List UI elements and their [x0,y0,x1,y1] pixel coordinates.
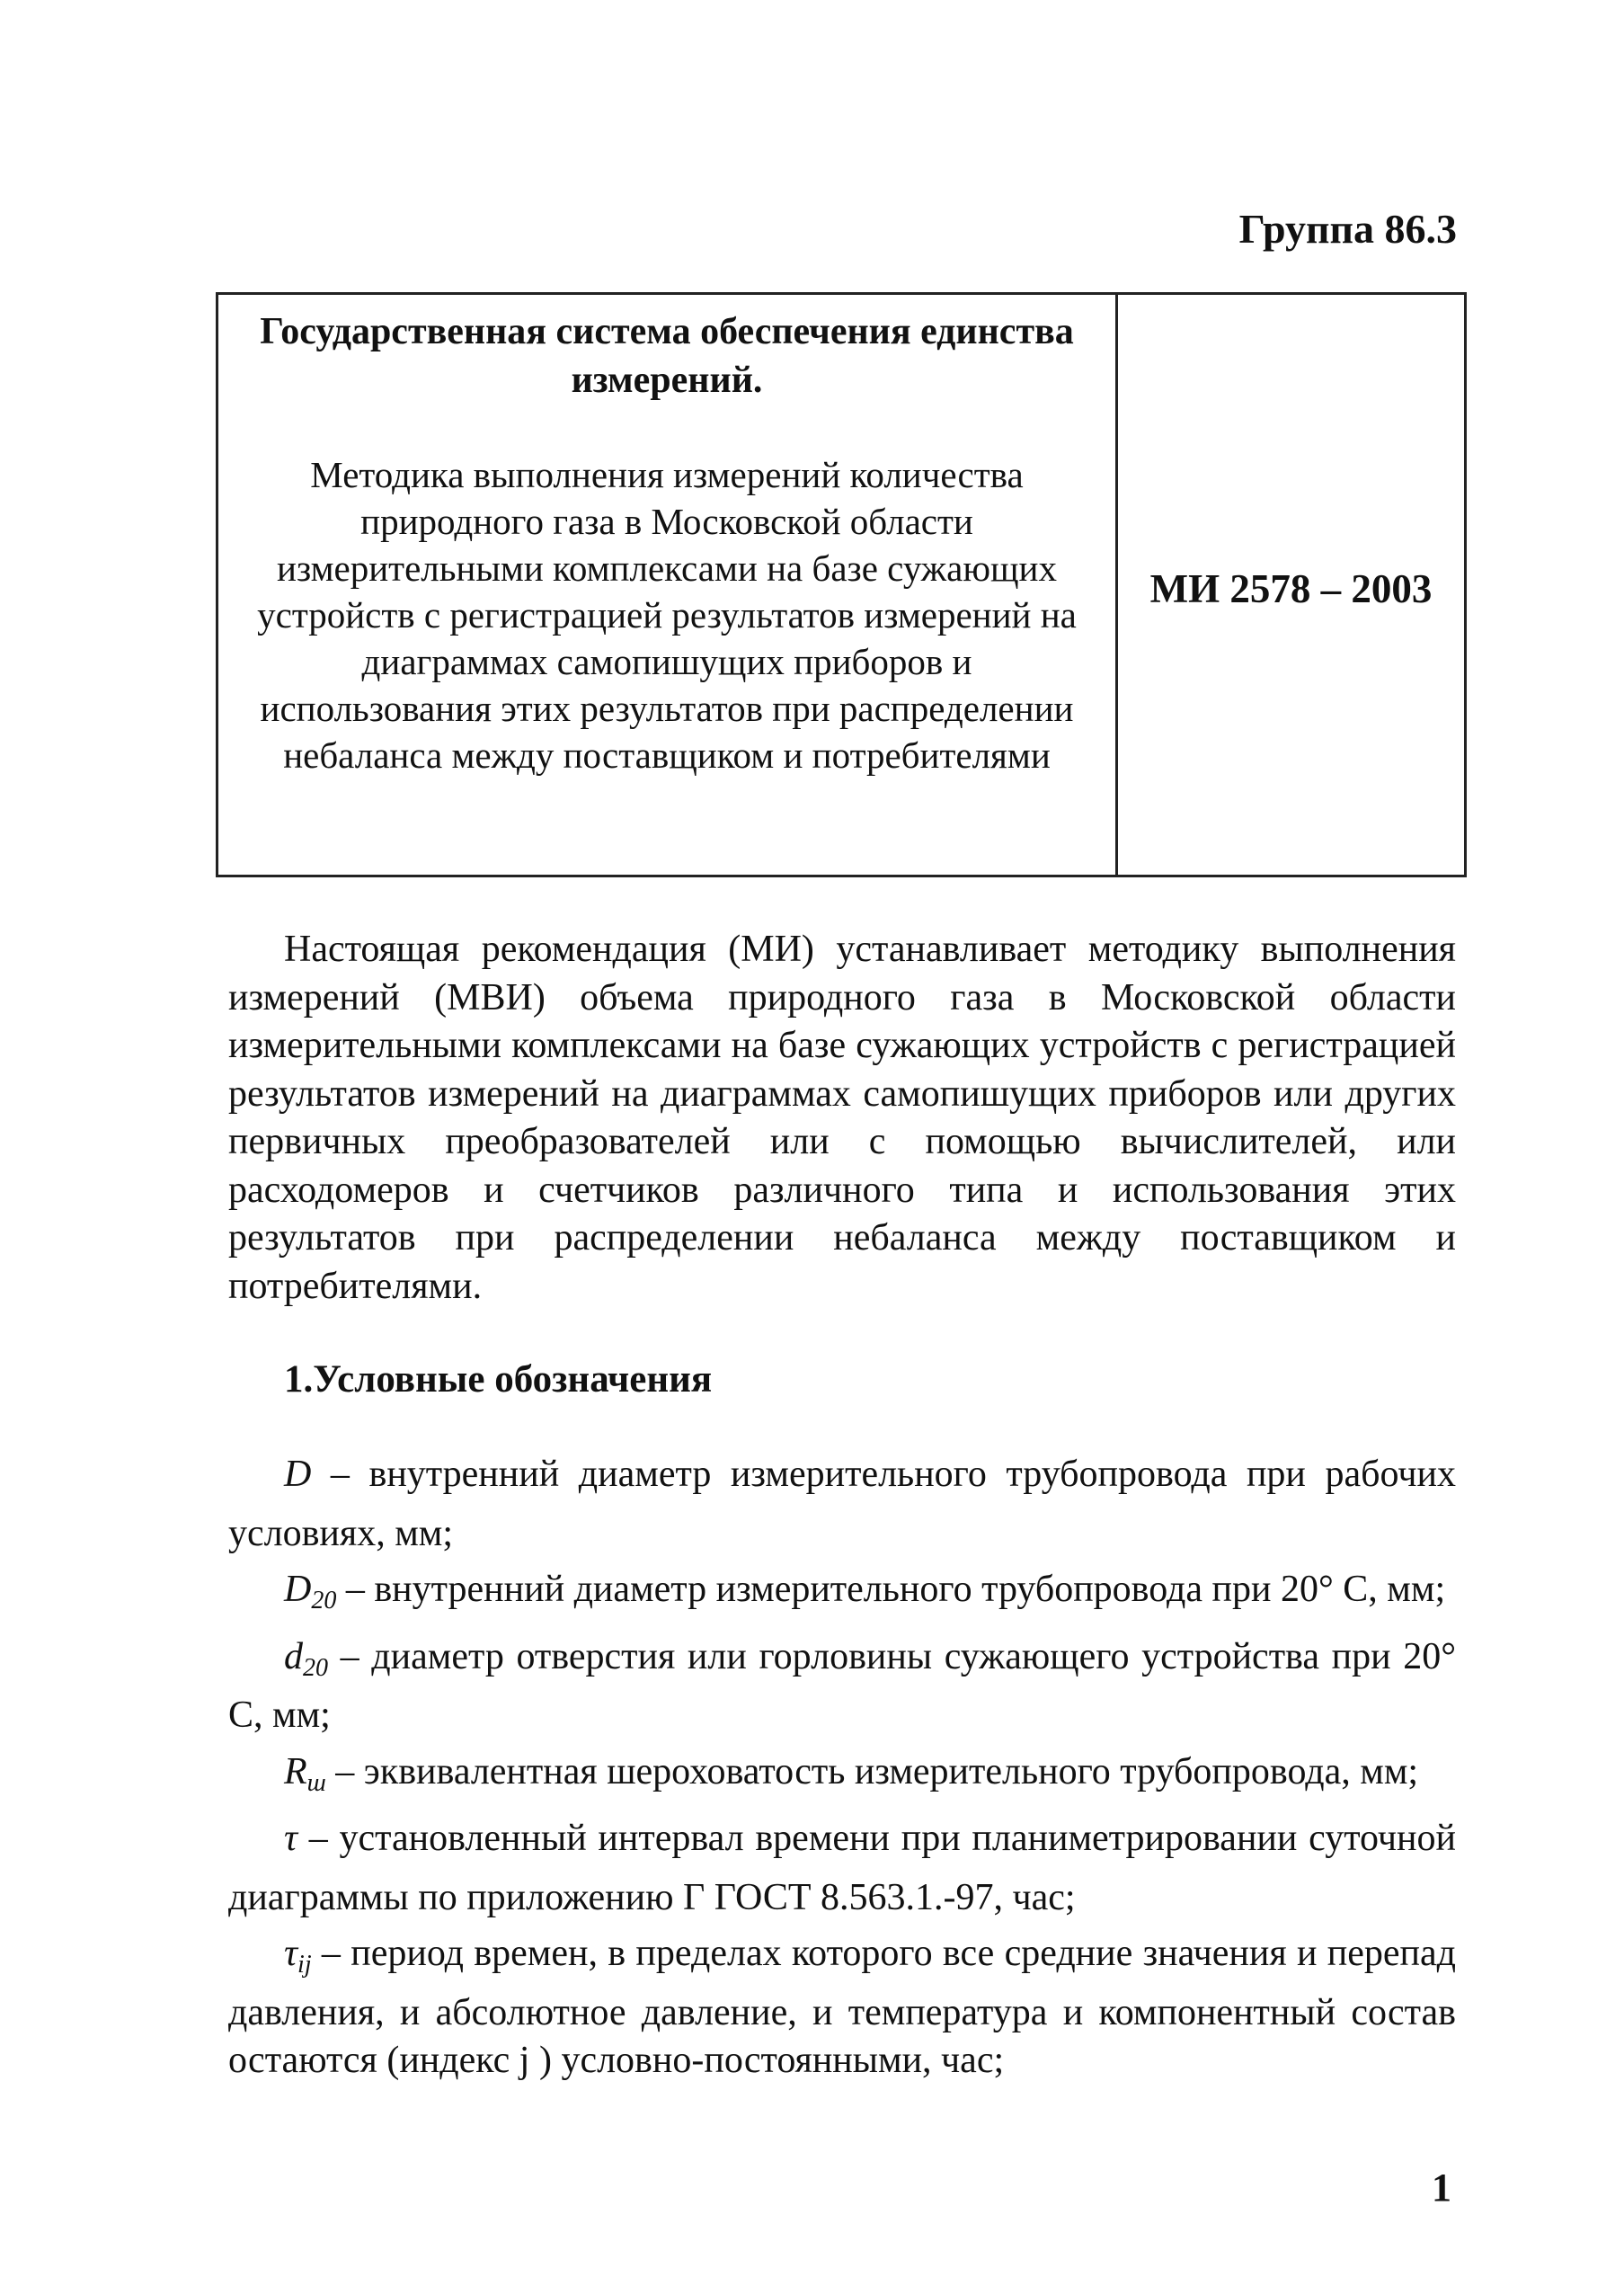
group-label: Группа 86.3 [1238,206,1457,252]
definition-text: – эквивалентная шероховатость измерительного трубопровода, мм; [325,1750,1419,1792]
definition-item [228,1633,1456,1740]
document-title: Государственная система обеспечения единства измерений. [260,311,1074,401]
definition-text: – внутренний диаметр измерительного трубопровода при 20° С, мм; [336,1569,1446,1610]
title-table [216,292,1467,877]
definition-item [228,1566,1456,1625]
definition-text: – установленный интервал времени при планиметрировании суточной диаграммы по приложению Г ГОСТ 8.563.1.-97, час; [228,1818,1456,1918]
definitions-list [228,1451,1456,2094]
document-subtitle: Методика выполнения измерений количества природного газа в Московской области измерительными комплексами на базе сужающих устройств с регистрацией результатов измерений на диаграммах самопишущих приборов и использования этих результатов при распределении небаланса между поставщиком и потребителями [257,454,1077,776]
definition-subscript: ш [306,1768,326,1797]
definition-symbol: d [284,1635,303,1677]
definition-text: – период времен, в пределах которого все средние значения и перепад давления, и абсолютное давление, и температура и компонентный состав остаются (индекс j ) условно-постоянными, час; [228,1933,1456,2081]
definition-symbol: τ [284,1933,298,1974]
definition-symbol: D [284,1454,312,1495]
page-number: 1 [1432,2166,1451,2210]
definition-symbol: D [284,1569,312,1610]
definition-subscript: ij [297,1951,312,1979]
designation-cell [1118,295,1464,875]
definition-item [228,1815,1456,1922]
definition-subscript: 20 [311,1587,337,1614]
definition-symbol: R [284,1750,307,1792]
definition-item [228,1748,1456,1808]
definition-item [228,1451,1456,1558]
definition-subscript: 20 [303,1653,328,1682]
definition-text: – внутренний диаметр измерительного трубопровода при рабочих условиях, мм; [228,1454,1456,1554]
section-heading: 1.Условные обозначения [284,1358,713,1401]
definition-symbol: τ [284,1818,298,1859]
definition-text: – диаметр отверстия или горловины сужающего устройства при 20° С, мм; [228,1635,1456,1736]
document-designation: МИ 2578 – 2003 [1149,565,1433,611]
definition-item [228,1930,1456,2086]
title-cell [218,295,1118,875]
intro-paragraph: Настоящая рекомендация (МИ) устанавливает методику выполнения измерений (МВИ) объема природного газа в Московской области измерительными комплексами на базе сужающих устройств с регистрацией результатов измерений на диаграммах самопишущих приборов или других первичных преобразователей или с помощью вычислителей, или расходомеров и счетчиков различного типа и использования этих результатов при распределении небаланса между поставщиком и потребителями. [228,929,1456,1307]
